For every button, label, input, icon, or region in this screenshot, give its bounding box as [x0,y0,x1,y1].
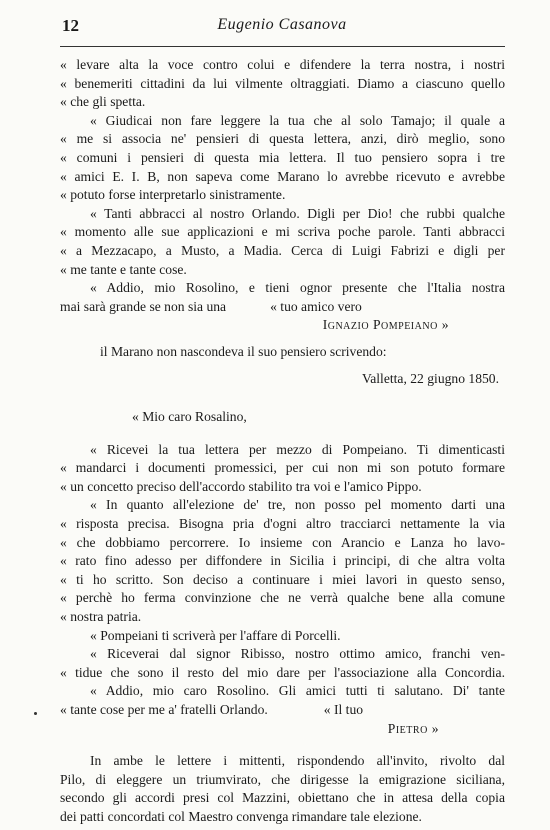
text-line: « Riceverai dal signor Ribisso, nostro ottimo amico, franchi ven- [90,646,505,662]
text-line [60,298,505,317]
text-line: « Ricevei la tua lettera per mezzo di Pompeiano. Ti dimenticasti [90,441,505,457]
text-line: « potuto forse interpretarlo sinistramente. [60,187,286,203]
paragraph-9 [60,682,505,738]
text-line: « rato fino adesso per diffondere in Sicilia i principi, di che altra volta [60,553,505,569]
text-line [60,701,505,720]
page-number: 12 [62,16,79,35]
text-line: « amici E. I. B, non sapeva come Marano lo avrebbe ricevuto e avrebbe [60,168,505,184]
text-line: « nostra patria. [60,609,142,625]
text-line: « Tanti abbracci al nostro Orlando. Digli per Dio! che rubbi qualche [90,205,505,221]
text-line: « Pompeiani ti scriverà per l'affare di Porcelli. [90,627,341,643]
header-rule [60,46,505,47]
text-line: « che gli spetta. [60,94,146,110]
text-line: « Addio, mio caro Rosolino. Gli amici tutti ti salutano. Di' tante [90,683,505,699]
text-line: « a Mezzacapo, a Musto, a Madia. Cerca di Luigi Fabrizi e digli per [60,242,505,258]
letter-closing: « tuo amico vero [270,298,362,314]
intro-line: il Marano non nascondeva il suo pensiero scrivendo: [100,343,387,359]
text-line: « In quanto all'elezione de' tre, non posso pel momento darti una [90,497,505,513]
text-line: dei patti concordati col Maestro convenga rimandare tale elezione. [60,808,422,824]
text-line: « momento alle sue applicazioni e mi scriva poche parole. Tanti abbracci [60,224,505,240]
paragraph-1 [60,56,505,112]
text-line: « che dobbiamo percorrere. Io insieme con Arancio e Lanza ho lavo- [60,534,505,550]
text-line: « perchè ho ferma convinzione che ne verrà qualche bene alla comune [60,590,505,606]
text-line: « tidue che sono il resto del mio dare per l'associazione alla Concordia. [60,664,505,680]
place-date: Valletta, 22 giugno 1850. [361,370,499,386]
text-line: « benemeriti cittadini da lui vilmente oltraggiati. Diamo a ciascuno quello [60,75,505,91]
text-line: « me si associa ne' pensieri di questa lettera, anzi, dirò meglio, sono [60,131,505,147]
paragraph-2 [60,112,505,205]
text-line: « Giudicai non fare leggere la tua che al solo Tamajo; il quale a [90,112,505,128]
page-body [60,56,505,827]
paragraph-8 [60,645,505,682]
page-header [62,16,502,42]
text-line: « un concetto preciso dell'accordo stabilito tra voi e l'amico Pippo. [60,478,422,494]
paragraph-5 [60,441,505,497]
letter-closing: « Il tuo [323,702,364,717]
text-line: Pilo, di eleggere un triumvirato, che dirigesse la emigrazione siciliana, [60,771,505,787]
paragraph-7 [60,627,505,646]
signature: Pietro » [387,720,439,736]
paragraph-6 [60,496,505,626]
signature: Ignazio Pompeiano » [322,317,449,333]
paragraph-4 [60,279,505,335]
text-line: « risposta precisa. Bisogna pria d'ogni altro tracciarci nettamente la via [60,516,505,532]
paragraph-10 [60,752,505,826]
paragraph-3 [60,205,505,279]
text-line: « Addio, mio Rosolino, e tieni ognor presente che l'Italia nostra [90,280,505,296]
text-line: In ambe le lettere i mittenti, rispondendo all'invito, rivolto dal [90,753,505,769]
running-title: Eugenio Casanova [217,16,347,33]
text-fragment: « tante cose per me a' fratelli Orlando. [60,702,268,717]
text-line: secondo gli accordi presi col Mazzini, obiettano che in attesa della copia [60,790,505,806]
text-line: « me tante e tante cose. [60,261,187,277]
margin-dot [34,712,37,715]
text-line: « mandarci i documenti promessici, per cui non mi son potuto formare [60,460,505,476]
text-fragment: mai sarà grande se non sia una [60,298,227,314]
text-line: « comuni i pensieri di questa mia lettera. Il tuo pensiero sopra i tre [60,149,505,165]
text-line: « ti ho scritto. Son deciso a continuare i miei lavori in questo senso, [60,571,505,587]
salutation: « Mio caro Rosalino, [132,409,247,425]
text-line: « levare alta la voce contro colui e difendere la terra nostra, i nostri [60,57,505,72]
